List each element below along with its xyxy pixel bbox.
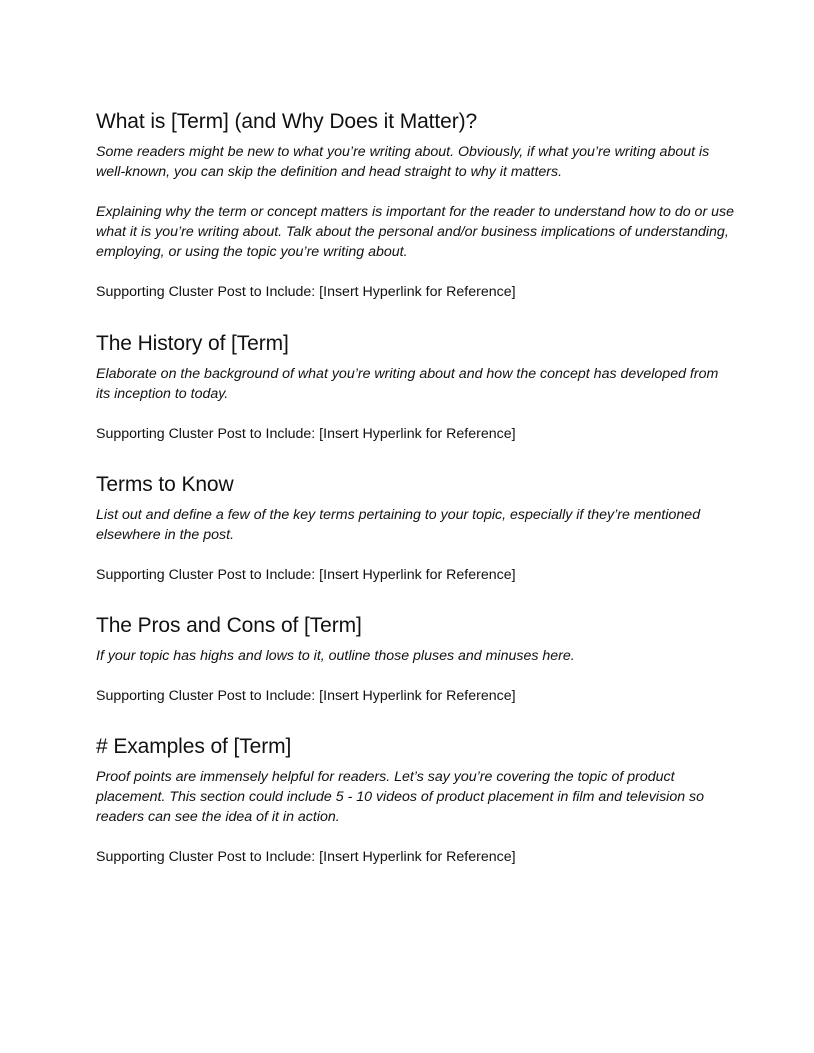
- section-heading: Terms to Know: [96, 473, 234, 496]
- section-paragraph: List out and define a few of the key terms pertaining to your topic, especially if they’re mentioned elsewhere in the post.: [96, 507, 701, 543]
- section-heading: The Pros and Cons of [Term]: [96, 614, 362, 637]
- section-what-is-term: [96, 108, 736, 324]
- section-terms-to-know: [96, 471, 736, 607]
- section-paragraph: Proof points are immensely helpful for readers. Let’s say you’re covering the topic of product placement. This section could include 5 - 10 videos of product placement in film and television so readers can see the idea of it in action.: [96, 769, 705, 825]
- supporting-cluster-post-line: Supporting Cluster Post to Include: [Insert Hyperlink for Reference]: [96, 849, 516, 865]
- section-examples: [96, 733, 736, 889]
- section-paragraph: Some readers might be new to what you’re writing about. Obviously, if what you’re writing about is well-known, you can skip the definition and head straight to why it matters.: [96, 144, 710, 180]
- supporting-cluster-post-line: Supporting Cluster Post to Include: [Insert Hyperlink for Reference]: [96, 567, 516, 583]
- supporting-cluster-post-line: Supporting Cluster Post to Include: [Insert Hyperlink for Reference]: [96, 284, 516, 300]
- section-heading: What is [Term] (and Why Does it Matter)?: [96, 110, 478, 133]
- supporting-cluster-post-line: Supporting Cluster Post to Include: [Insert Hyperlink for Reference]: [96, 426, 516, 442]
- supporting-cluster-post-line: Supporting Cluster Post to Include: [Insert Hyperlink for Reference]: [96, 688, 516, 704]
- section-pros-and-cons: [96, 612, 736, 728]
- section-heading: The History of [Term]: [96, 332, 289, 355]
- section-heading: # Examples of [Term]: [96, 735, 292, 758]
- section-history: [96, 330, 736, 466]
- section-paragraph: Elaborate on the background of what you’re writing about and how the concept has developed from its inception to today.: [96, 366, 719, 402]
- section-paragraph: Explaining why the term or concept matters is important for the reader to understand how to do or use what it is you’re writing about. Talk about the personal and/or business implications of understanding, employing, or using the topic you’re writing about.: [96, 204, 734, 260]
- section-paragraph: If your topic has highs and lows to it, outline those pluses and minuses here.: [96, 648, 575, 664]
